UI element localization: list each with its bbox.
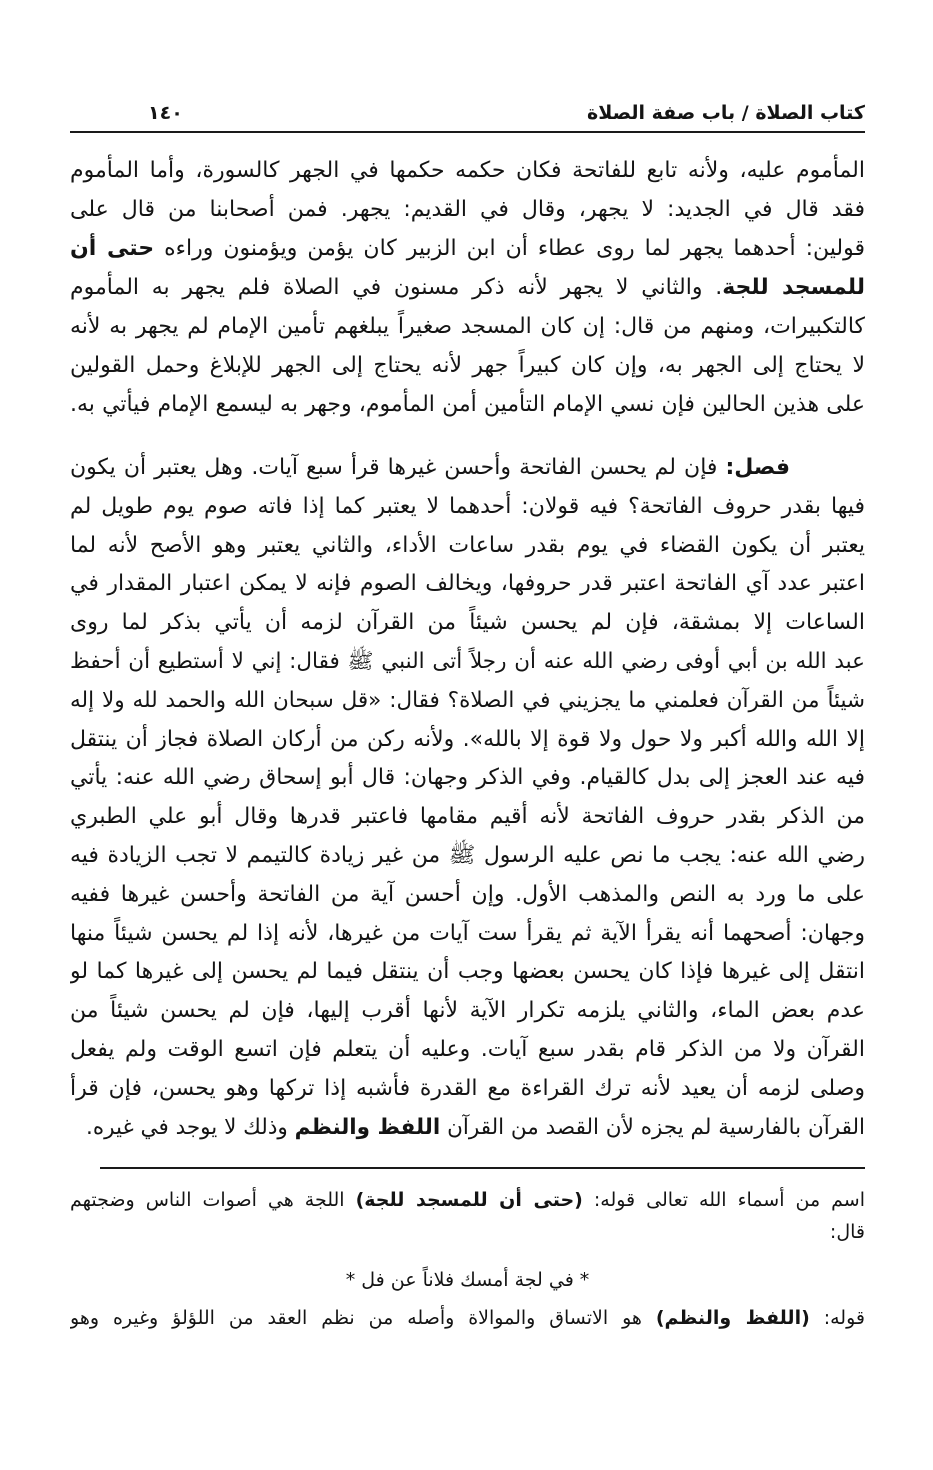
- text-segment: هو الاتساق والموالاة وأصله من نظم العقد من اللؤلؤ وغيره وهو: [70, 1307, 656, 1329]
- text-segment: شيئاً من القرآن فعلمني ما يجزيني في الصلاة؟ فقال: «قل سبحان الله والحمد لله ولا إله: [70, 687, 865, 713]
- text-segment: كالتكبيرات، ومنهم من قال: إن كان المسجد صغيراً يبلغهم تأمين الإمام لم يجهر به لأنه: [70, 314, 865, 339]
- footnote-divider: [100, 1167, 865, 1169]
- running-title: كتاب الصلاة / باب صفة الصلاة: [587, 102, 865, 124]
- footnote-2: [70, 1302, 865, 1334]
- body-line: [70, 346, 865, 385]
- section-heading: فصل:: [725, 455, 790, 480]
- text-segment: القرآن بالفارسية لم يجزه لأن القصد من القرآن: [440, 1114, 865, 1140]
- bold-phrase: اللفظ والنظم: [294, 1114, 441, 1140]
- text-segment: رضي الله عنه: يجب ما نص عليه الرسول ﷺ من غير زيادة كالتيمم لا تجب الزيادة فيه: [70, 842, 865, 868]
- body-line: [70, 876, 865, 915]
- body-line: [70, 565, 865, 604]
- body-line: [70, 682, 865, 721]
- body-line: [70, 268, 865, 307]
- text-segment: اسم من أسماء الله تعالى قوله:: [582, 1189, 865, 1211]
- text-segment: وجهان: أصحهما أنه يقرأ الآية ثم يقرأ ست آيات من غيرها، لأنه إذا لم يحسن شيئاً منها: [70, 920, 865, 946]
- text-segment: قوله:: [809, 1307, 865, 1329]
- body-line: [70, 488, 865, 527]
- footnote-line: [70, 1216, 865, 1248]
- body-line: [70, 604, 865, 643]
- paragraph-1: [70, 151, 865, 424]
- body-line: [70, 721, 865, 760]
- text-segment: وذلك لا يوجد في غيره.: [86, 1114, 295, 1140]
- text-segment: قولين: أحدهما يجهر لما روى عطاء أن ابن الزبير كان يؤمن ويؤمنون وراءه: [154, 236, 865, 261]
- footnote-line: [70, 1184, 865, 1216]
- bold-phrase: للمسجد للجة: [722, 275, 865, 300]
- body-line: [70, 1070, 865, 1109]
- text-segment: انتقل إلى غيرها فإذا كان يحسن بعضها وجب أن ينتقل فيما لم يحسن إلى غيرها كما لو: [70, 959, 865, 985]
- bold-phrase: (اللفظ والنظم): [655, 1307, 810, 1329]
- body-line: [70, 953, 865, 992]
- header-rule: [70, 131, 865, 133]
- text-segment: لا يحتاج إلى الجهر به، وإن كان كبيراً جهر لأنه يحتاج إلى الجهر للإبلاغ وحمل القولين: [70, 353, 865, 378]
- text-segment: الساعات إلا بمشقة، فإن لم يحسن شيئاً من القرآن لزمه أن يأتي بذكر لما روى: [70, 610, 865, 636]
- verse-text: * في لجة أمسك فلاناً عن فل *: [345, 1269, 590, 1291]
- body-line: [70, 643, 865, 682]
- text-segment: فقد قال في الجديد: لا يجهر، وقال في القديم: يجهر. فمن أصحابنا من قال على: [70, 197, 865, 222]
- text-segment: فيه عند العجز إلى بدل كالقيام. وفي الذكر وجهان: قال أبو إسحاق رضي الله عنه: يأتي: [70, 765, 865, 791]
- body-line: [70, 307, 865, 346]
- text-segment: يعتبر أن يكون القضاء في يوم بقدر ساعات الأداء، والثاني يعتبر وهو الأصح لأنه لما: [70, 532, 865, 558]
- page-number: ١٤٠: [148, 102, 183, 124]
- text-segment: اللجة هي أصوات الناس وضجتهم: [70, 1189, 356, 1211]
- body-line: [70, 1109, 865, 1148]
- body-line: [70, 837, 865, 876]
- body-line: [70, 1031, 865, 1070]
- text-segment: فإن لم يحسن الفاتحة وأحسن غيرها قرأ سبع آيات. وهل يعتبر أن يكون: [70, 455, 726, 480]
- text-segment: على ما ورد به النص والمذهب الأول. وإن أحسن آية من الفاتحة وأحسن غيرها ففيه: [70, 881, 865, 907]
- running-header: [70, 98, 865, 128]
- body-line: [70, 759, 865, 798]
- bold-phrase: (حتى أن للمسجد للجة): [355, 1189, 583, 1211]
- text-segment: اعتبر عدد آي الفاتحة اعتبر قدر حروفها، ويخالف الصوم فإنه لا يمكن اعتبار المقدار في: [70, 571, 865, 597]
- body-line: [70, 449, 865, 488]
- footnote-verse: [70, 1264, 865, 1296]
- text-segment: وصلى لزمه أن يعيد لأنه ترك القراءة مع القدرة فأشبه إذا تركها وهو يحسن، فإن قرأ: [70, 1075, 865, 1101]
- text-segment: عدم بعض الماء، والثاني يلزمه تكرار الآية لأنها أقرب إليها، فإن لم يحسن شيئاً من: [70, 998, 865, 1024]
- text-segment: . والثاني لا يجهر لأنه ذكر مسنون في الصلاة فلم يجهر به المأموم: [70, 275, 723, 300]
- body-line: [70, 151, 865, 190]
- verse-line: [70, 1264, 865, 1296]
- text-segment: من الذكر بقدر حروف الفاتحة لأنه أقيم مقامها فاعتبر قدرها وقال أبو علي الطبري: [70, 804, 865, 830]
- body-line: [70, 527, 865, 566]
- text-segment: إلا الله والله أكبر ولا حول ولا قوة إلا بالله». ولأنه ركن من أركان الصلاة فجاز أن ينتقل: [70, 726, 865, 752]
- body-line: [70, 915, 865, 954]
- bold-phrase: حتى أن: [70, 236, 155, 261]
- text-segment: على هذين الحالين فإن نسي الإمام التأمين أمن المأموم، وجهر به ليسمع الإمام فيأتي به.: [70, 392, 865, 417]
- body-line: [70, 798, 865, 837]
- text-segment: القرآن ولا من الذكر قام بقدر سبع آيات. وعليه أن يتعلم فإن اتسع الوقت ولم يفعل: [70, 1036, 865, 1062]
- body-line: [70, 229, 865, 268]
- text-segment: المأموم عليه، ولأنه تابع للفاتحة فكان حكمه حكمها في الجهر كالسورة، وأما المأموم: [70, 158, 865, 183]
- text-segment: عبد الله بن أبي أوفى رضي الله عنه أن رجلاً أتى النبي ﷺ فقال: إني لا أستطيع أن أحفظ: [70, 648, 865, 674]
- body-line: [70, 385, 865, 424]
- footnote-line: [70, 1302, 865, 1334]
- text-segment: قال:: [829, 1221, 865, 1243]
- paragraph-2: [70, 449, 865, 1147]
- body-line: [70, 190, 865, 229]
- footnote-1: [70, 1184, 865, 1248]
- body-line: [70, 992, 865, 1031]
- text-segment: فيها بقدر حروف الفاتحة؟ فيه قولان: أحدهما لا يعتبر كما إذا فاته صوم يوم طويل لم: [70, 493, 865, 519]
